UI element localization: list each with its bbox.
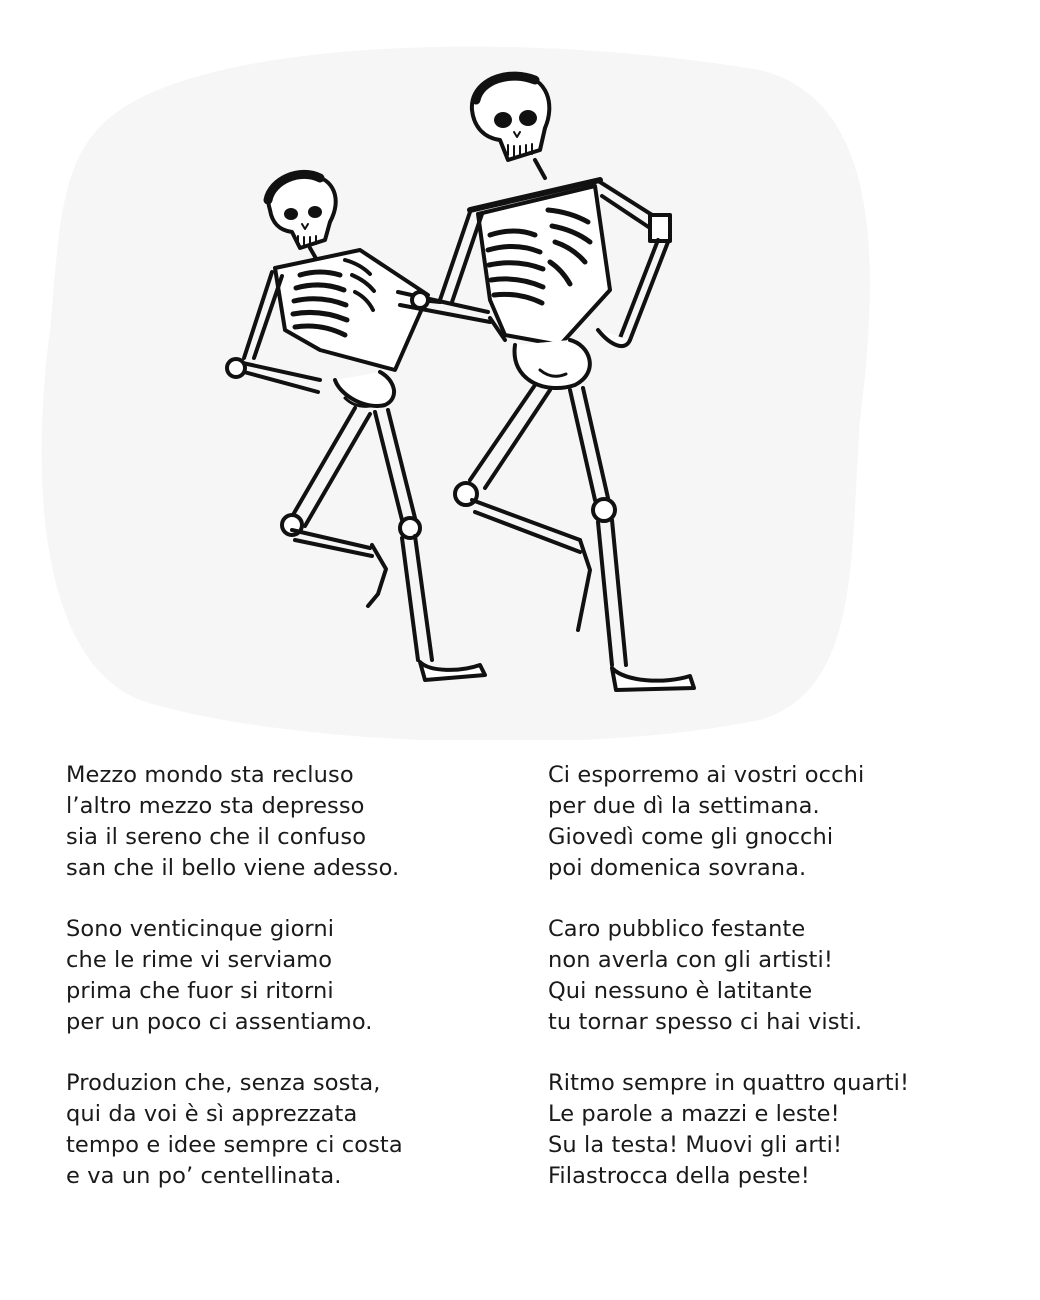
poem-line: Filastrocca della peste!	[548, 1163, 810, 1189]
poem-line: prima che fuor si ritorni	[66, 978, 334, 1004]
stanza	[66, 914, 516, 1038]
poem-line: l’altro mezzo sta depresso	[66, 793, 365, 819]
poem-line: Mezzo mondo sta recluso	[66, 762, 354, 788]
poem-line: san che il bello viene adesso.	[66, 855, 400, 881]
poem-line: tu tornar spesso ci hai visti.	[548, 1009, 863, 1035]
poem-line: Ci esporremo ai vostri occhi	[548, 762, 865, 788]
poem-line: poi domenica sovrana.	[548, 855, 807, 881]
poem-line: che le rime vi serviamo	[66, 947, 333, 973]
paper-background	[42, 47, 870, 740]
poem-line: Sono venticinque giorni	[66, 916, 335, 942]
poem-line: Giovedì come gli gnocchi	[548, 824, 834, 850]
poem-line: qui da voi è sì apprezzata	[66, 1101, 358, 1127]
stanza	[548, 1068, 1008, 1192]
poem-line: Ritmo sempre in quattro quarti!	[548, 1070, 910, 1096]
stanza	[66, 1068, 516, 1192]
poem-left-column	[66, 760, 516, 1222]
poem-line: e va un po’ centellinata.	[66, 1163, 342, 1189]
stanza	[548, 760, 1008, 884]
poem-line: per due dì la settimana.	[548, 793, 820, 819]
poem-right-column	[548, 760, 1008, 1222]
poem-line: sia il sereno che il confuso	[66, 824, 367, 850]
poem-line: per un poco ci assentiamo.	[66, 1009, 373, 1035]
poem-line: Le parole a mazzi e leste!	[548, 1101, 840, 1127]
poem-line: Su la testa! Muovi gli arti!	[548, 1132, 843, 1158]
poem-line: Caro pubblico festante	[548, 916, 806, 942]
stanza	[66, 760, 516, 884]
poem-line: non averla con gli artisti!	[548, 947, 833, 973]
poem-line: Qui nessuno è latitante	[548, 978, 813, 1004]
stanza	[548, 914, 1008, 1038]
poem-line: tempo e idee sempre ci costa	[66, 1132, 403, 1158]
poem-line: Produzion che, senza sosta,	[66, 1070, 381, 1096]
